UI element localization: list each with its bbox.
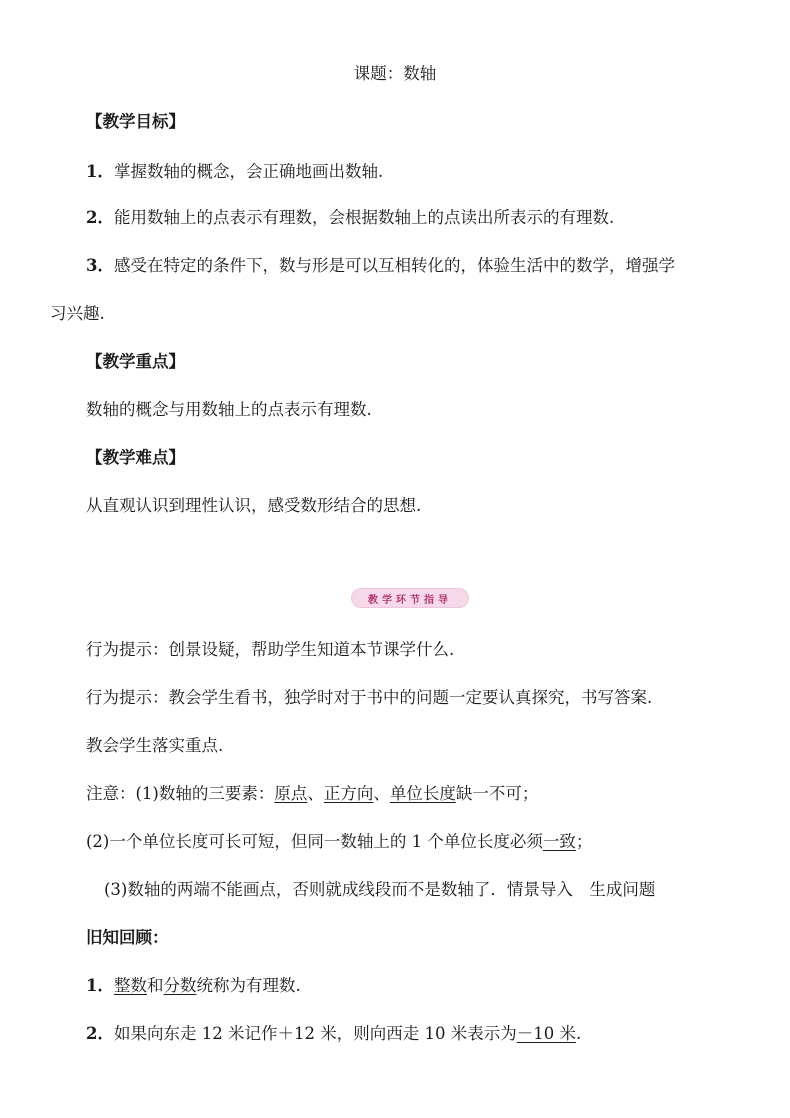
note-three-elements: [86, 782, 538, 806]
guidance-line-3: 教会学生落实重点.: [86, 736, 224, 755]
question-suffix: .: [575, 1024, 582, 1043]
answer-fractions: 分数: [163, 976, 197, 995]
objectives-heading: 【教学目标】: [86, 112, 185, 131]
item-number: 1．: [86, 162, 114, 181]
note-endpoints: (3)数轴的两端不能画点，否则就成线段而不是数轴了．情景导入 生成问题: [104, 880, 656, 899]
item-text: 能用数轴上的点表示有理数，会根据数轴上的点读出所表示的有理数.: [113, 208, 615, 227]
item-text: 感受在特定的条件下，数与形是可以互相转化的，体验生活中的数学，增强学: [113, 256, 675, 275]
guidance-line-2: 行为提示：教会学生看书，独学时对于书中的问题一定要认真探究，书写答案.: [86, 688, 653, 707]
connector: 和: [146, 976, 164, 995]
review-heading: 旧知回顾：: [86, 928, 169, 947]
review-question-1: [86, 974, 301, 998]
guidance-line-1: 行为提示：创景设疑，帮助学生知道本节课学什么.: [86, 640, 455, 659]
difficulties-text: 从直观认识到理性认识，感受数形结合的思想.: [86, 496, 422, 515]
answer-consistent: 一致: [542, 832, 576, 851]
note-prefix: 注意：(1)数轴的三要素：: [86, 784, 275, 803]
item-number: 2．: [86, 1024, 114, 1043]
note-unit-length: [86, 830, 592, 854]
objective-item-2: [86, 206, 614, 230]
item-number: 1．: [86, 976, 114, 995]
answer-origin: 原点: [274, 784, 308, 803]
answer-integers: 整数: [113, 976, 147, 995]
key-points-text: 数轴的概念与用数轴上的点表示有理数.: [86, 400, 372, 419]
separator: 、: [373, 784, 390, 803]
note-prefix: (2)一个单位长度可长可短，但同一数轴上的 1 个单位长度必须: [86, 832, 543, 851]
item-number: 2．: [86, 208, 114, 227]
objective-item-1: [86, 160, 383, 184]
note-suffix: ；: [575, 832, 593, 851]
answer-unit-length: 单位长度: [389, 784, 456, 803]
review-question-2: [86, 1022, 581, 1046]
page-title: 课题：数轴: [353, 64, 437, 83]
question-suffix: 统称为有理数.: [196, 976, 301, 995]
question-prefix: 如果向东走 12 米记作＋12 米，则向西走 10 米表示为: [113, 1024, 517, 1043]
item-number: 3．: [86, 256, 114, 275]
difficulties-heading: 【教学难点】: [86, 448, 185, 467]
answer-minus-10m: －10 米: [516, 1024, 576, 1043]
key-points-heading: 【教学重点】: [86, 352, 185, 371]
teaching-guide-banner: [352, 589, 468, 607]
answer-positive-direction: 正方向: [323, 784, 374, 803]
objective-item-3-cont: 习兴趣.: [50, 304, 105, 323]
item-text: 掌握数轴的概念，会正确地画出数轴.: [113, 162, 384, 181]
banner-label: 教学环节指导: [368, 594, 452, 606]
separator: 、: [307, 784, 324, 803]
objective-item-3: [86, 254, 675, 278]
note-suffix: 缺一不可；: [455, 784, 539, 803]
